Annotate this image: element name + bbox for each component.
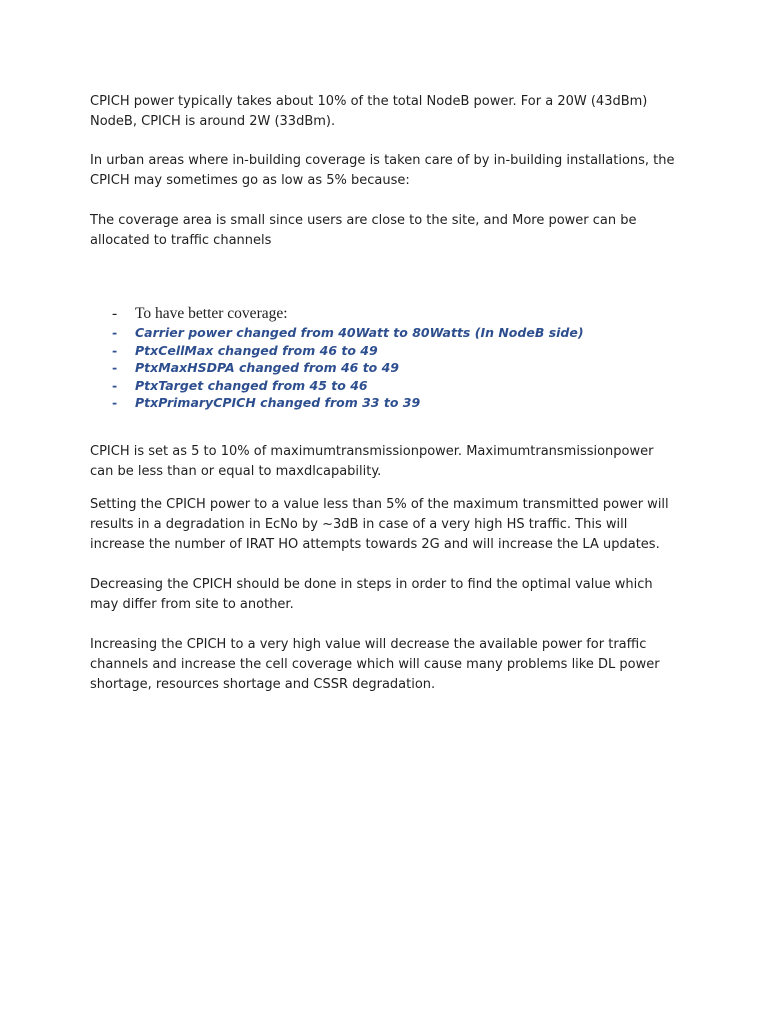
list-bullet: - [112,377,118,393]
paragraph-low-cpich-effect: Setting the CPICH power to a value less than 5% of the maximum transmitted power will results in a degradation in EcNo by ~3dB in case of a very high HS traffic. This will increase the number of IRAT HO attempts towards 2G and will increase the LA updates. [90,497,669,552]
paragraph-decreasing-cpich: Decreasing the CPICH should be done in steps in order to find the optimal value which may differ from site to another. [90,577,653,612]
paragraph-coverage-area: The coverage area is small since users are close to the site, and More power can be allocated to traffic channels [90,213,637,248]
list-item [112,359,584,377]
list-item [112,342,584,360]
list-item-text: PtxCellMax changed from 46 to 49 [135,342,378,358]
coverage-change-list [112,304,584,412]
list-bullet: - [112,395,118,410]
list-item [112,377,584,395]
list-heading-item [112,304,584,324]
paragraph-cpich-power-share: CPICH power typically takes about 10% of the total NodeB power. For a 20W (43dBm) NodeB, CPICH is around 2W (33dBm). [90,94,648,129]
list-item-text: PtxTarget changed from 45 to 46 [135,377,368,393]
list-bullet: - [112,305,118,322]
list-heading-text: To have better coverage: [135,305,288,322]
list-item-text: PtxPrimaryCPICH changed from 33 to 39 [135,395,421,410]
list-bullet: - [112,342,118,358]
list-bullet: - [112,360,118,375]
paragraph-increasing-cpich: Increasing the CPICH to a very high value will decrease the available power for traffic channels and increase the cell coverage which will cause many problems like DL power shortage, resources shortage and CSSR degradation. [90,637,660,692]
list-item [112,324,584,342]
paragraph-urban-areas: In urban areas where in-building coverage is taken care of by in-building installations, the CPICH may sometimes go as low as 5% because: [90,153,675,188]
paragraph-cpich-setting: CPICH is set as 5 to 10% of maximumtransmissionpower. Maximumtransmissionpower can be less than or equal to maxdlcapability. [90,444,654,479]
list-item [112,394,584,412]
list-item-text: Carrier power changed from 40Watt to 80Watts (In NodeB side) [135,325,584,340]
list-bullet: - [112,325,118,340]
list-item-text: PtxMaxHSDPA changed from 46 to 49 [135,360,400,375]
